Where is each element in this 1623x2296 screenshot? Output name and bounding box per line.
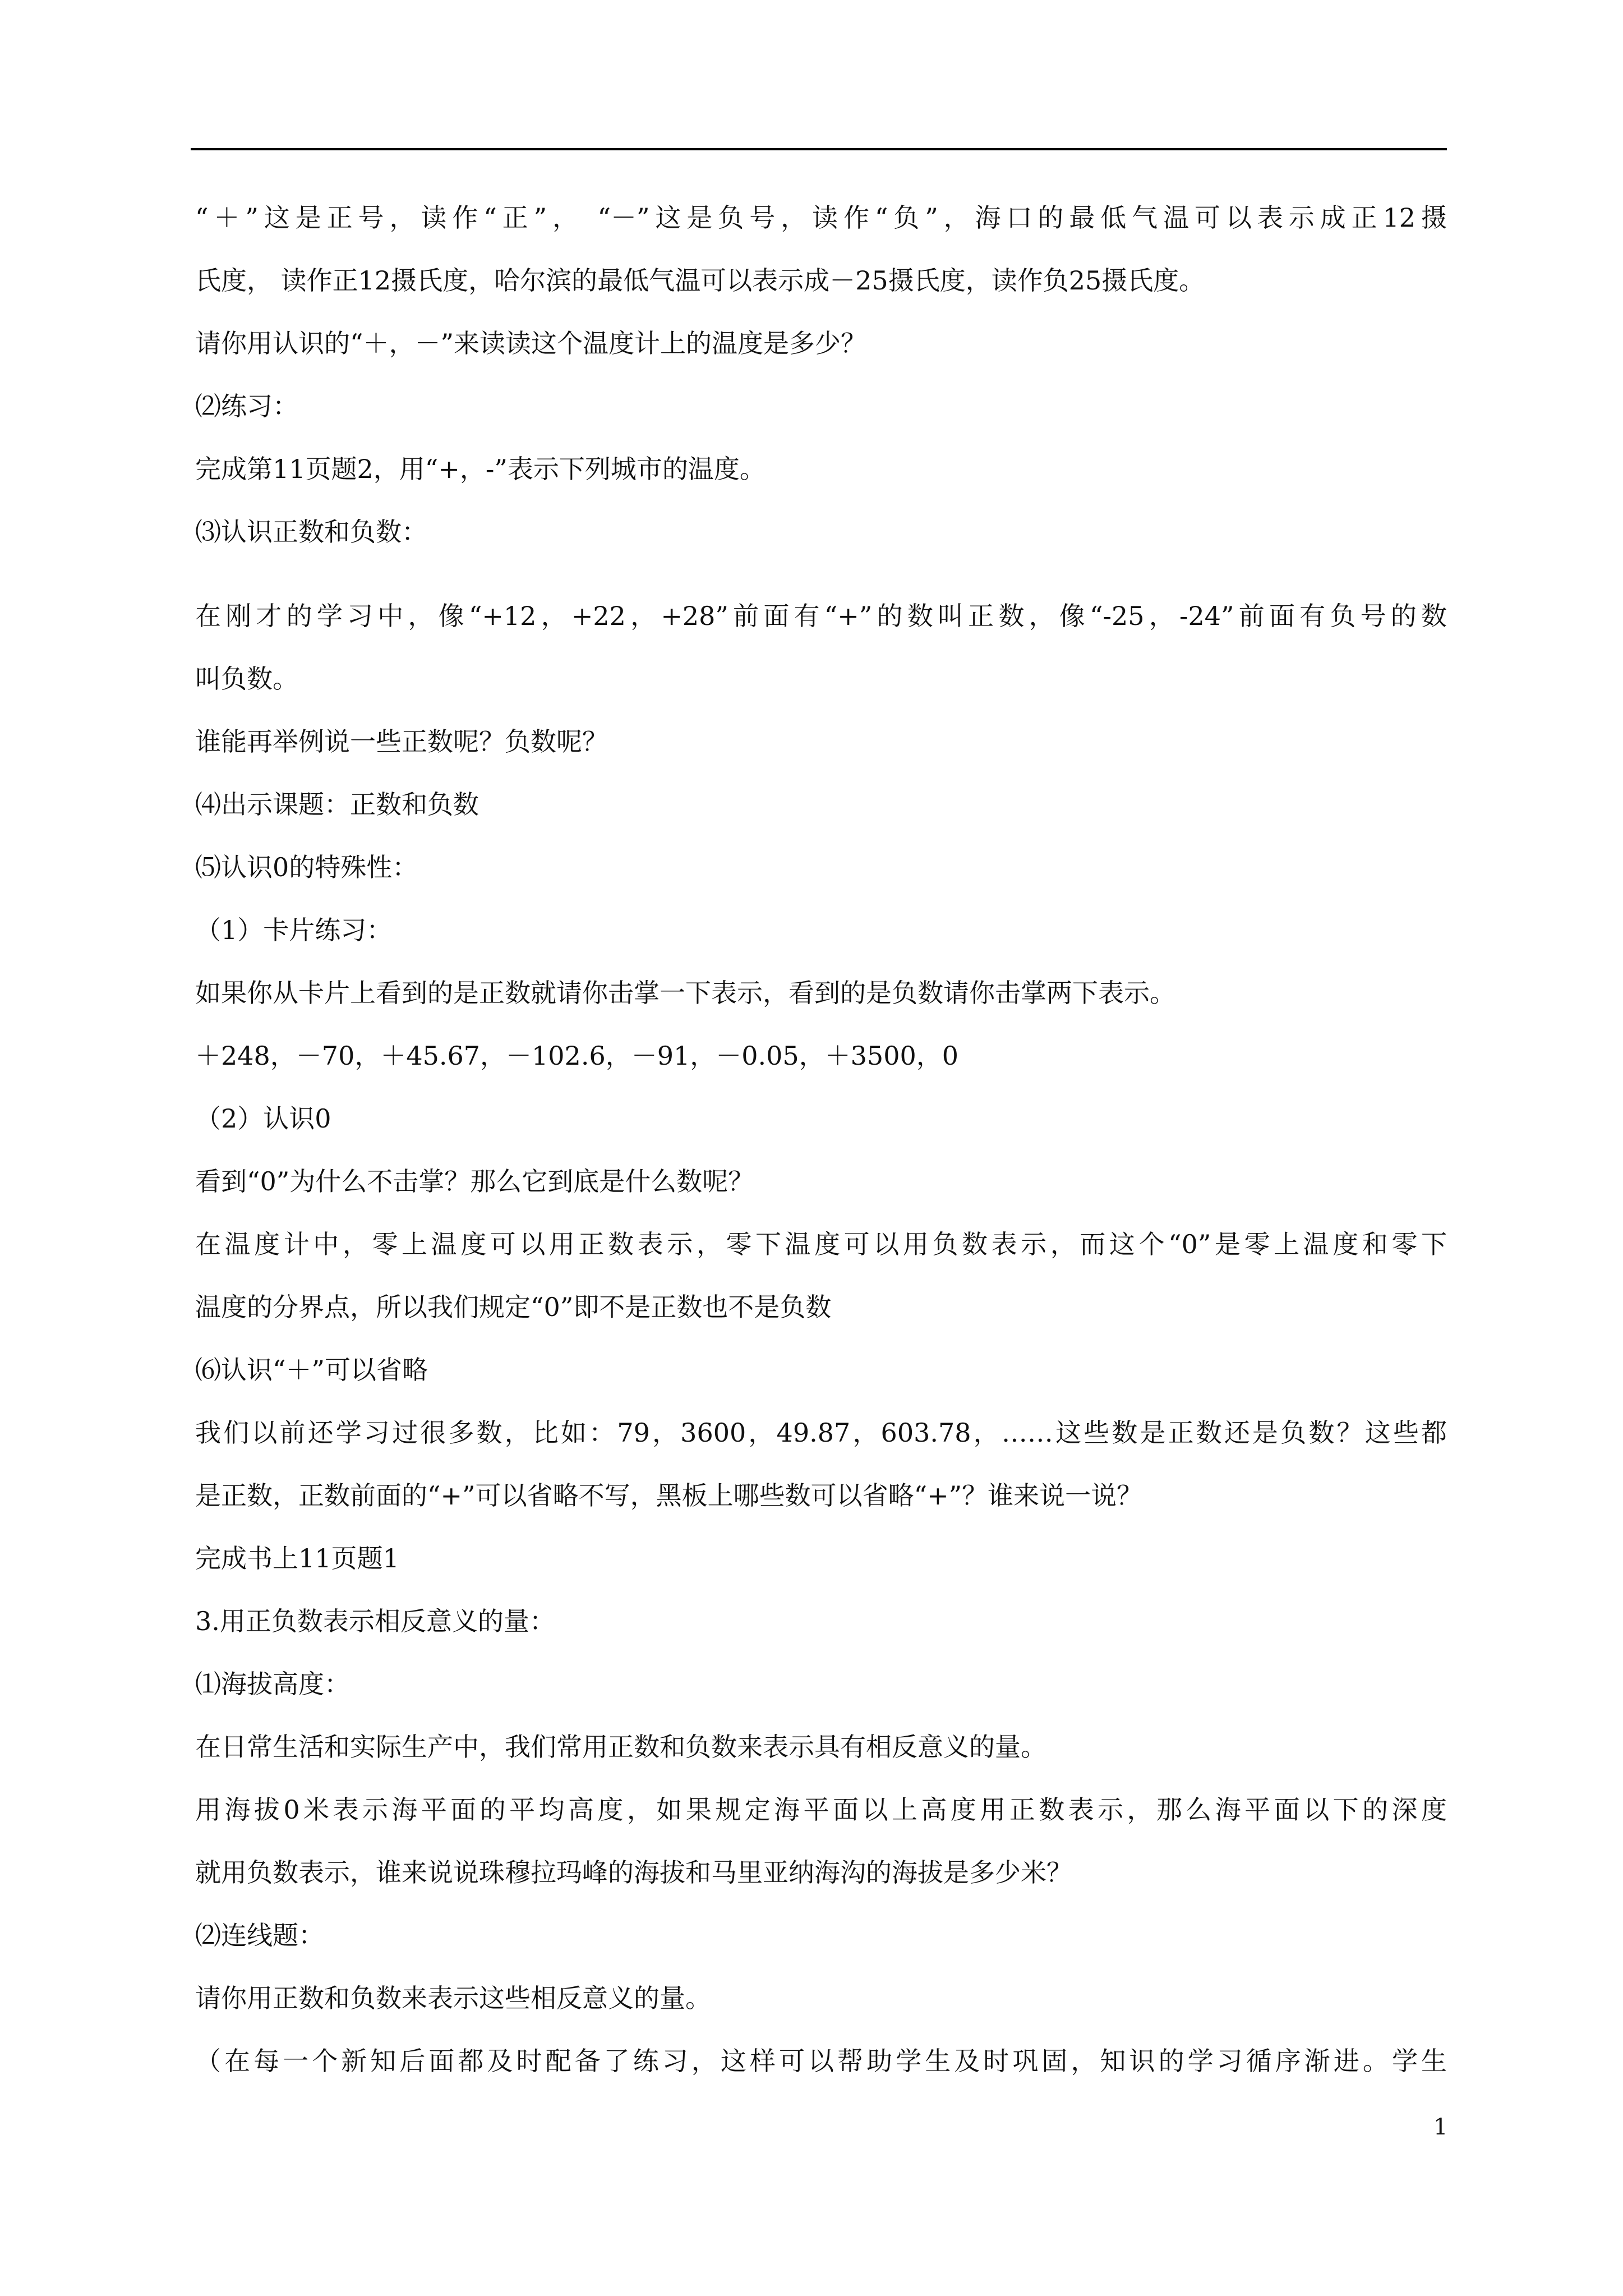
text-line: 看到“0”为什么不击掌？那么它到底是什么数呢？ [195,1166,754,1197]
page-number: 1 [1433,2114,1448,2140]
text-line: 在温度计中，零上温度可以用正数表示，零下温度可以用负数表示，而这个“0”是零上温度和零下 [195,1229,1447,1259]
text-line: ⑵练习： [195,391,298,421]
text-line: ⑴海拔高度： [195,1669,350,1699]
text-line: 温度的分界点，所以我们规定“0”即不是正数也不是负数 [195,1292,832,1322]
text-line: 在刚才的学习中，像“+12，+22，+28”前面有“+”的数叫正数，像“-25，-24”前面有负号的数 [195,601,1447,631]
text-line: ⑸认识0的特殊性： [195,852,418,882]
text-line: 请你用正数和负数来表示这些相反意义的量。 [195,1983,711,2013]
text-line: 请你用认识的“＋，－”来读读这个温度计上的温度是多少？ [195,328,867,358]
header-rule [191,148,1447,150]
text-line: （2）认识0 [195,1103,331,1134]
text-line: 完成书上11页题1 [195,1543,399,1573]
text-line: ⑹认识“＋”可以省略 [195,1355,428,1385]
text-line: ⑶认识正数和负数： [195,517,427,547]
text-line: ⑵连线题： [195,1920,324,1950]
text-line: 叫负数。 [195,664,298,694]
text-line: 在日常生活和实际生产中，我们常用正数和负数来表示具有相反意义的量。 [195,1732,1046,1762]
text-line: 用海拔0米表示海平面的平均高度，如果规定海平面以上高度用正数表示，那么海平面以下的深度 [195,1795,1447,1825]
text-line: 完成第11页题2，用“+，-”表示下列城市的温度。 [195,454,766,484]
text-line: 我们以前还学习过很多数，比如：79，3600，49.87，603.78，……这些数是正数还是负数？这些都 [195,1418,1447,1448]
text-line: 3.用正负数表示相反意义的量： [195,1606,555,1636]
text-line: （1）卡片练习： [195,915,393,945]
text-line: （在每一个新知后面都及时配备了练习，这样可以帮助学生及时巩固，知识的学习循序渐进。学生 [195,2046,1447,2076]
text-line: 就用负数表示，谁来说说珠穆拉玛峰的海拔和马里亚纳海沟的海拔是多少米？ [195,1857,1072,1888]
text-line: ⑷出示课题：正数和负数 [195,789,479,820]
text-line: 是正数，正数前面的“+”可以省略不写，黑板上哪些数可以省略“+”？谁来说一说？ [195,1480,1143,1511]
text-line: 氏度， 读作正12摄氏度，哈尔滨的最低气温可以表示成－25摄氏度，读作负25摄氏度。 [195,265,1205,296]
text-line: “＋”这是正号，读作“正”， “－”这是负号，读作“负”，海口的最低气温可以表示成正12摄 [195,203,1447,233]
text-line: 谁能再举例说一些正数呢？负数呢？ [195,726,608,757]
text-line: 如果你从卡片上看到的是正数就请你击掌一下表示，看到的是负数请你击掌两下表示。 [195,978,1175,1008]
text-line: ＋248，－70，＋45.67，－102.6，－91，－0.05，＋3500，0 [195,1041,958,1071]
